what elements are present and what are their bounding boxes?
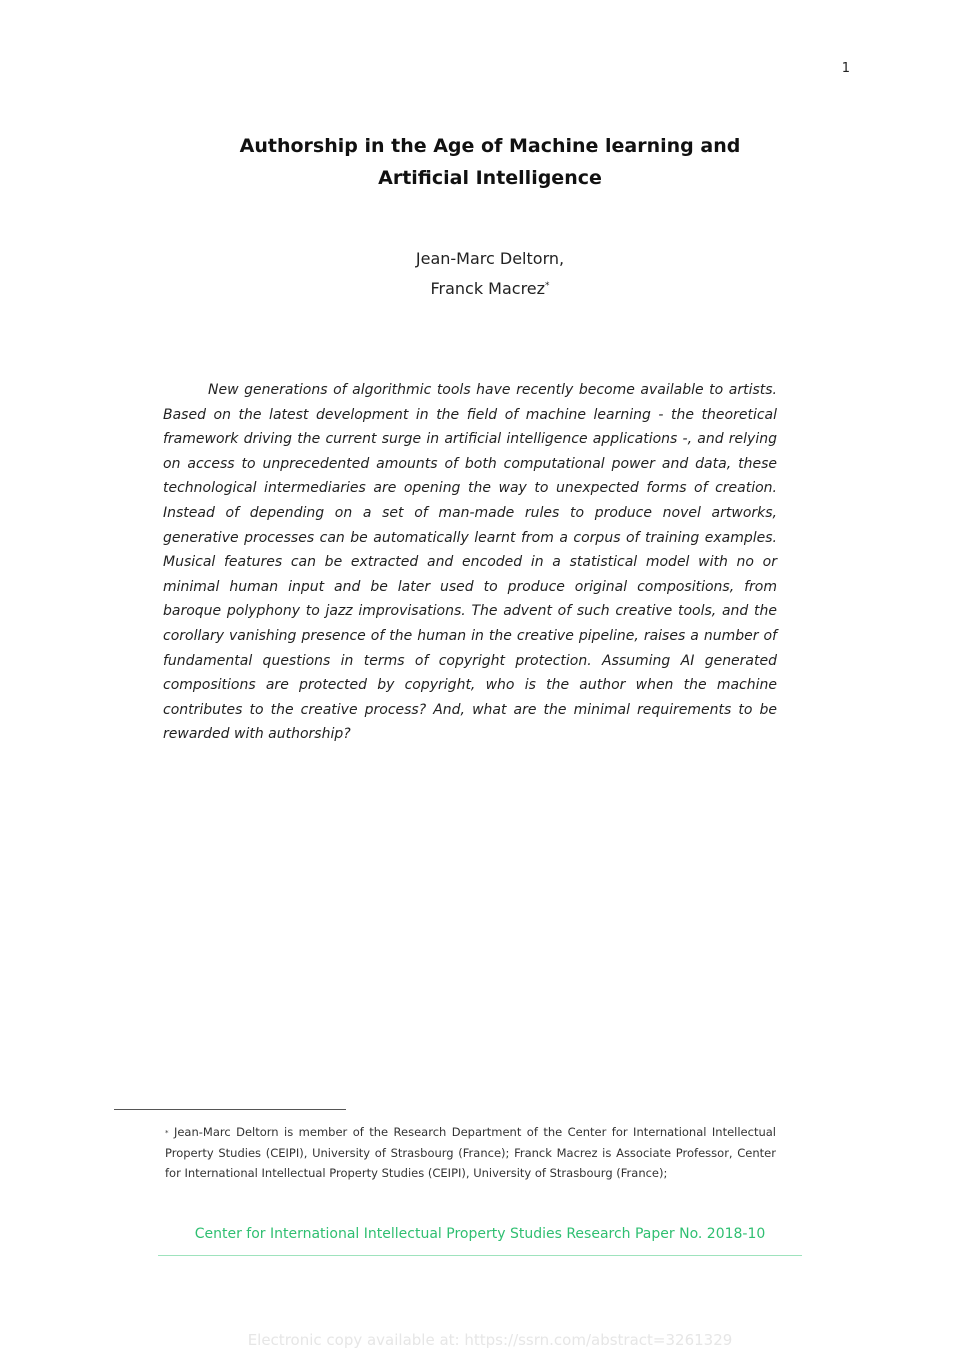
footnote: [165, 1122, 776, 1184]
page-number: 1: [841, 61, 850, 76]
footnote-text: Jean-Marc Deltorn is member of the Research Department of the Center for International Intellectual Property Studies (CEIPI), University of Strasbourg (France); Franck Macrez is Associate Professor, Center for International Intellectual Property Studies (CEIPI), University of Strasbourg (France);: [165, 1125, 776, 1180]
paper-title: [160, 130, 820, 194]
author-name-2-line: [160, 274, 820, 304]
footnote-divider: [114, 1109, 346, 1110]
footnote-mark: *: [165, 1129, 169, 1137]
author-name-2: Franck Macrez: [430, 279, 546, 298]
research-paper-series: Center for International Intellectual Property Studies Research Paper No. 2018-10: [194, 1226, 766, 1242]
title-line-1: Authorship in the Age of Machine learning and: [239, 135, 741, 157]
download-note[interactable]: Electronic copy available at: https://ssrn.com/abstract=3261329: [247, 1331, 733, 1349]
series-divider: [158, 1255, 802, 1256]
author-block: [160, 244, 820, 304]
abstract-paragraph: New generations of algorithmic tools have recently become available to artists. Based on the latest development in the field of machine learning - the theoretical framework driving the current surge in artificial intelligence applications -, and relying on access to unprecedented amounts of both computational power and data, these technological intermediaries are opening the way to unexpected forms of creation. Instead of depending on a set of man-made rules to produce novel artworks, generative processes can be automatically learnt from a corpus of training examples. Musical features can be extracted and encoded in a statistical model with no or minimal human input and be later used to produce original compositions, from baroque polyphony to jazz improvisations. The advent of such creative tools, and the corollary vanishing presence of the human in the creative pipeline, raises a number of fundamental questions in terms of copyright protection. Assuming AI generated compositions are protected by copyright, who is the author when the machine contributes to the creative process? And, what are the minimal requirements to be rewarded with authorship?: [163, 382, 777, 743]
title-line-2: Artificial Intelligence: [378, 167, 602, 189]
footnote-marker[interactable]: *: [545, 281, 550, 291]
author-name-1: Jean-Marc Deltorn,: [415, 249, 565, 268]
